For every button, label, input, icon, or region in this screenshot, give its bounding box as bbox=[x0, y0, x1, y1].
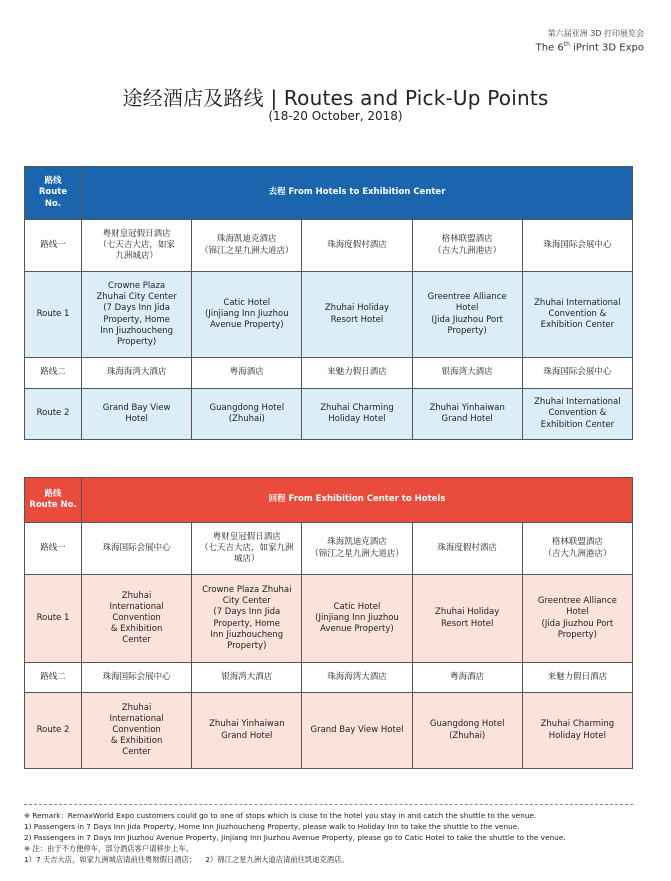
stop-cell: Catic Hotel (Jinjiang Inn Jiuzhou Avenue Property) bbox=[192, 272, 302, 358]
table-row bbox=[25, 389, 633, 440]
stop-cell: Zhuhai International Convention & Exhibition Center bbox=[82, 575, 192, 663]
table-row bbox=[25, 575, 633, 663]
page-subtitle: (18-20 October, 2018) bbox=[268, 109, 403, 123]
table-row bbox=[25, 358, 633, 389]
route-label: 路线二 bbox=[25, 663, 82, 693]
table-row bbox=[25, 693, 633, 769]
stop-cell: 珠海海湾大酒店 bbox=[302, 663, 412, 693]
stop-cell: Zhuhai International Convention & Exhibition Center bbox=[82, 693, 192, 769]
stop-cell: 银海湾大酒店 bbox=[192, 663, 302, 693]
stop-cell: 珠海国际会展中心 bbox=[522, 358, 632, 389]
stop-cell: Crowne Plaza Zhuhai City Center (7 Days Inn Jida Property, Home Inn Jiuzhoucheng Property) bbox=[82, 272, 192, 358]
stop-cell: Zhuhai International Convention & Exhibition Center bbox=[522, 389, 632, 440]
stop-cell: 珠海度假村酒店 bbox=[302, 220, 412, 272]
stop-cell: Zhuhai Charming Holiday Hotel bbox=[522, 693, 632, 769]
stop-cell: 银海湾大酒店 bbox=[412, 358, 522, 389]
route-label: 路线一 bbox=[25, 220, 82, 272]
stop-cell: Zhuhai Holiday Resort Hotel bbox=[302, 272, 412, 358]
outbound-route-no-header: 路线 Route No. bbox=[25, 167, 82, 220]
remarks-block bbox=[24, 811, 644, 866]
stop-cell: Grand Bay View Hotel bbox=[82, 389, 192, 440]
stop-cell: 珠海凯迪克酒店 （锦江之星九洲大道店） bbox=[192, 220, 302, 272]
stop-cell: Catic Hotel (Jinjiang Inn Jiuzhou Avenue Property) bbox=[302, 575, 412, 663]
stop-cell: Guangdong Hotel (Zhuhai) bbox=[192, 389, 302, 440]
outbound-title-header: 去程 From Hotels to Exhibition Center bbox=[82, 167, 633, 220]
stop-cell: 粤海酒店 bbox=[192, 358, 302, 389]
notes-divider bbox=[24, 804, 633, 805]
route-label: 路线二 bbox=[25, 358, 82, 389]
stop-cell: 珠海国际会展中心 bbox=[82, 663, 192, 693]
route-label: Route 2 bbox=[25, 693, 82, 769]
stop-cell: Greentree Alliance Hotel (Jida Jiuzhou Port Property) bbox=[522, 575, 632, 663]
expo-header-cn: 第六届亚洲 3D 打印展览会 bbox=[547, 29, 644, 38]
stop-cell: 珠海海湾大酒店 bbox=[82, 358, 192, 389]
remark-line: 1）7 天吉大店，如家九洲城店请前往粤财假日酒店； 2）锦江之星九洲大道店请前往凯迪克酒店。 bbox=[24, 854, 349, 864]
expo-header-en bbox=[536, 41, 644, 53]
stop-cell: Crowne Plaza Zhuhai City Center (7 Days Inn Jida Property, Home Inn Jiuzhoucheng Property) bbox=[192, 575, 302, 663]
stop-cell: Zhuhai Charming Holiday Hotel bbox=[302, 389, 412, 440]
table-row bbox=[25, 663, 633, 693]
stop-cell: 珠海度假村酒店 bbox=[412, 523, 522, 575]
return-header-row bbox=[25, 478, 633, 523]
expo-header-en-prefix: The 6 bbox=[535, 42, 564, 54]
stop-cell: 珠海国际会展中心 bbox=[522, 220, 632, 272]
remark-line: ※ 注：由于不方便停车，部分酒店客户请移步上车。 bbox=[24, 843, 193, 853]
stop-cell: 粤海酒店 bbox=[412, 663, 522, 693]
stop-cell: 来魅力假日酒店 bbox=[522, 663, 632, 693]
outbound-header-row bbox=[25, 167, 633, 220]
stop-cell: Zhuhai Holiday Resort Hotel bbox=[412, 575, 522, 663]
return-route-no-header: 路线 Route No. bbox=[25, 478, 82, 523]
page-title: 途经酒店及路线 | Routes and Pick-Up Points bbox=[122, 86, 549, 110]
return-routes-table bbox=[24, 477, 633, 769]
stop-cell: Zhuhai Yinhaiwan Grand Hotel bbox=[192, 693, 302, 769]
remark-line: ※ Remark：RemaxWorld Expo customers could go to one of stops which is close to the hotel you stay in and catch the shuttle to the venue. bbox=[24, 811, 537, 820]
expo-header-en-suffix: iPrint 3D Expo bbox=[569, 42, 644, 54]
table-row bbox=[25, 272, 633, 358]
stop-cell: 珠海国际会展中心 bbox=[82, 523, 192, 575]
table-row bbox=[25, 220, 633, 272]
stop-cell: Guangdong Hotel (Zhuhai) bbox=[412, 693, 522, 769]
stop-cell: 来魅力假日酒店 bbox=[302, 358, 412, 389]
remark-line: 1) Passengers in 7 Days Inn Jida Property, Home Inn Jiuzhoucheng Property, please walk to Holiday Inn to take the shuttle to the venue. bbox=[24, 821, 520, 831]
stop-cell: Grand Bay View Hotel bbox=[302, 693, 412, 769]
stop-cell: Zhuhai Yinhaiwan Grand Hotel bbox=[412, 389, 522, 440]
stop-cell: 格林联盟酒店 （吉大九洲港店） bbox=[522, 523, 632, 575]
route-label: Route 1 bbox=[25, 272, 82, 358]
stop-cell: 珠海凯迪克酒店 （锦江之星九洲大道店） bbox=[302, 523, 412, 575]
stop-cell: Greentree Alliance Hotel (Jida Jiuzhou Port Property) bbox=[412, 272, 522, 358]
route-label: Route 1 bbox=[25, 575, 82, 663]
route-label: 路线一 bbox=[25, 523, 82, 575]
return-title-header: 回程 From Exhibition Center to Hotels bbox=[82, 478, 633, 523]
table-row bbox=[25, 523, 633, 575]
stop-cell: Zhuhai International Convention & Exhibition Center bbox=[522, 272, 632, 358]
stop-cell: 粤财皇冠假日酒店 （七天吉大店，如家九洲 城店） bbox=[192, 523, 302, 575]
outbound-routes-table bbox=[24, 166, 633, 440]
expo-header-en-sup: th bbox=[563, 41, 570, 48]
remark-line: 2) Passengers in 7 Days Inn Jiuzhou Avenue Property, Jinjiang Inn Jiuzhou Avenue Property, please go to Catic Hotel to take the shuttle to the venue. bbox=[24, 832, 566, 842]
stop-cell: 粤财皇冠假日酒店 （七天吉大店，如家 九洲城店） bbox=[82, 220, 192, 272]
route-label: Route 2 bbox=[25, 389, 82, 440]
stop-cell: 格林联盟酒店 （吉大九洲港店） bbox=[412, 220, 522, 272]
